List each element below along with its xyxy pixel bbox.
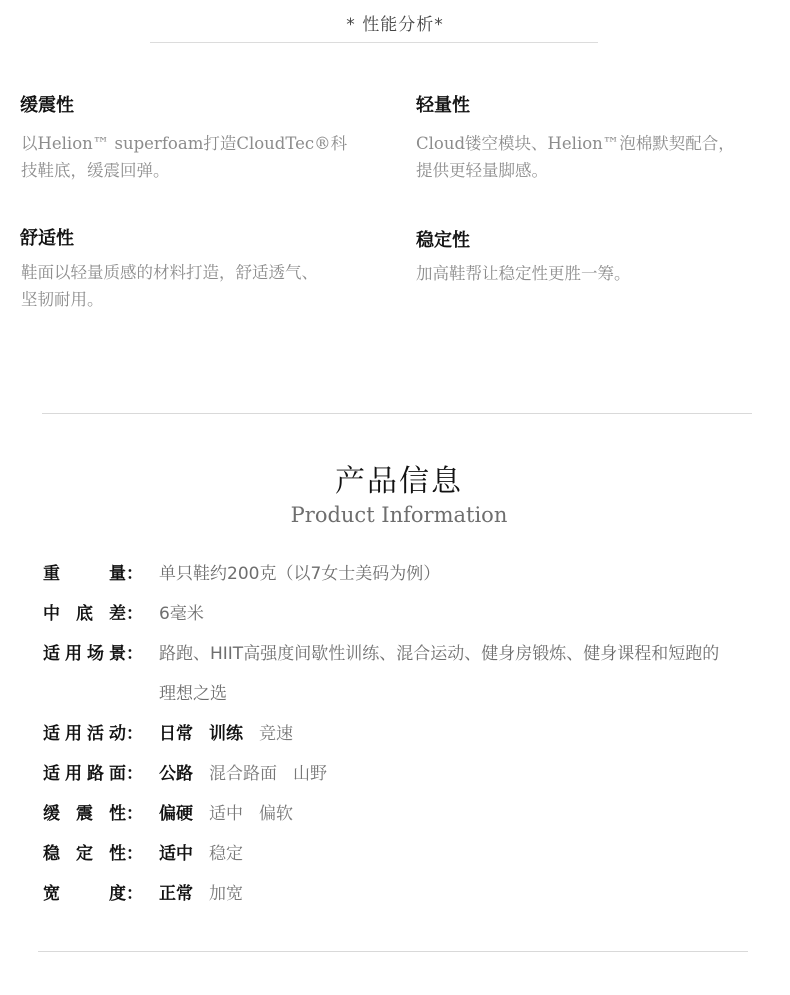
bottom-divider	[38, 951, 748, 952]
label-colon: ：	[126, 764, 143, 784]
label-char: 底	[76, 604, 93, 624]
spec-options-activities	[159, 722, 309, 746]
spec-value-scenarios	[159, 634, 759, 714]
label-char: 适	[43, 644, 60, 664]
feature-desc-lightweight	[416, 130, 776, 184]
label-char: 性	[109, 804, 126, 824]
product-info-subtitle: Product Information	[290, 503, 508, 527]
spec-label-scenarios	[43, 642, 143, 666]
option: 稳定	[209, 844, 243, 864]
option: 加宽	[209, 884, 243, 904]
option-selected: 正常	[159, 884, 193, 904]
option-selected: 适中	[159, 844, 193, 864]
label-char: 适	[43, 724, 60, 744]
spec-label-surfaces	[43, 762, 143, 786]
label-char: 稳	[43, 844, 60, 864]
spec-value-drop: 6毫米	[159, 604, 204, 624]
label-char: 中	[43, 604, 60, 624]
feature-desc-line: 鞋面以轻量质感的材料打造，舒适透气、	[21, 263, 318, 282]
spec-value-line: 理想之选	[159, 684, 227, 704]
product-info-title: 产品信息	[335, 464, 463, 499]
feature-title-stability: 稳定性	[416, 230, 470, 251]
feature-desc-line: Cloud镂空模块、Helion™泡棉默契配合，	[416, 134, 735, 153]
label-char: 性	[109, 844, 126, 864]
label-char: 定	[76, 844, 93, 864]
spec-options-stability	[159, 842, 259, 866]
spec-label-drop	[43, 602, 143, 626]
label-char: 面	[109, 764, 126, 784]
feature-desc-stability	[416, 260, 776, 287]
label-colon: ：	[126, 844, 143, 864]
feature-title-lightweight: 轻量性	[416, 95, 470, 116]
spec-options-surfaces	[159, 762, 343, 786]
label-char: 缓	[43, 804, 60, 824]
label-char: 用	[65, 644, 82, 664]
feature-desc-comfort	[21, 259, 381, 313]
option: 竞速	[259, 724, 293, 744]
label-colon: ：	[126, 724, 143, 744]
option-selected: 公路	[159, 764, 193, 784]
option: 偏软	[259, 804, 293, 824]
spec-label-activities	[43, 722, 143, 746]
label-char: 适	[43, 764, 60, 784]
spec-label-stability	[43, 842, 143, 866]
label-char: 量	[109, 564, 126, 584]
label-colon: ：	[126, 644, 143, 664]
label-char: 用	[65, 764, 82, 784]
spec-options-cushioning	[159, 802, 309, 826]
label-char: 宽	[43, 884, 60, 904]
option-selected: 训练	[209, 724, 243, 744]
spec-value-weight: 单只鞋约200克（以7女士美码为例）	[159, 564, 441, 584]
feature-desc-line: 加高鞋帮让稳定性更胜一筹。	[416, 264, 631, 283]
label-colon: ：	[126, 804, 143, 824]
feature-desc-line: 以Helion™ superfoam打造CloudTec®科	[21, 134, 348, 153]
option-selected: 偏硬	[159, 804, 193, 824]
feature-title-comfort: 舒适性	[20, 228, 74, 249]
section-divider	[42, 413, 752, 414]
option: 混合路面	[209, 764, 277, 784]
label-char: 差	[109, 604, 126, 624]
spec-label-cushioning	[43, 802, 143, 826]
label-colon: ：	[126, 564, 143, 584]
label-char: 用	[65, 724, 82, 744]
label-char: 重	[43, 564, 60, 584]
performance-header: * 性能分析*	[346, 15, 444, 35]
spec-value-line: 路跑、HIIT高强度间歇性训练、混合运动、健身房锻炼、健身课程和短跑的	[159, 644, 720, 664]
spec-label-weight	[43, 562, 143, 586]
spec-options-width	[159, 882, 259, 906]
label-char: 活	[87, 724, 104, 744]
label-char: 动	[109, 724, 126, 744]
label-colon: ：	[126, 604, 143, 624]
label-char: 路	[87, 764, 104, 784]
label-char: 景	[109, 644, 126, 664]
spec-label-width	[43, 882, 143, 906]
feature-title-cushioning: 缓震性	[20, 95, 74, 116]
option: 适中	[209, 804, 243, 824]
header-divider	[150, 42, 598, 43]
option: 山野	[293, 764, 327, 784]
feature-desc-line: 技鞋底，缓震回弹。	[21, 161, 170, 180]
label-char: 场	[87, 644, 104, 664]
feature-desc-line: 提供更轻量脚感。	[416, 161, 548, 180]
label-char: 震	[76, 804, 93, 824]
feature-desc-cushioning	[21, 130, 381, 184]
option-selected: 日常	[159, 724, 193, 744]
label-char: 度	[109, 884, 126, 904]
feature-desc-line: 坚韧耐用。	[21, 290, 104, 309]
label-colon: ：	[126, 884, 143, 904]
